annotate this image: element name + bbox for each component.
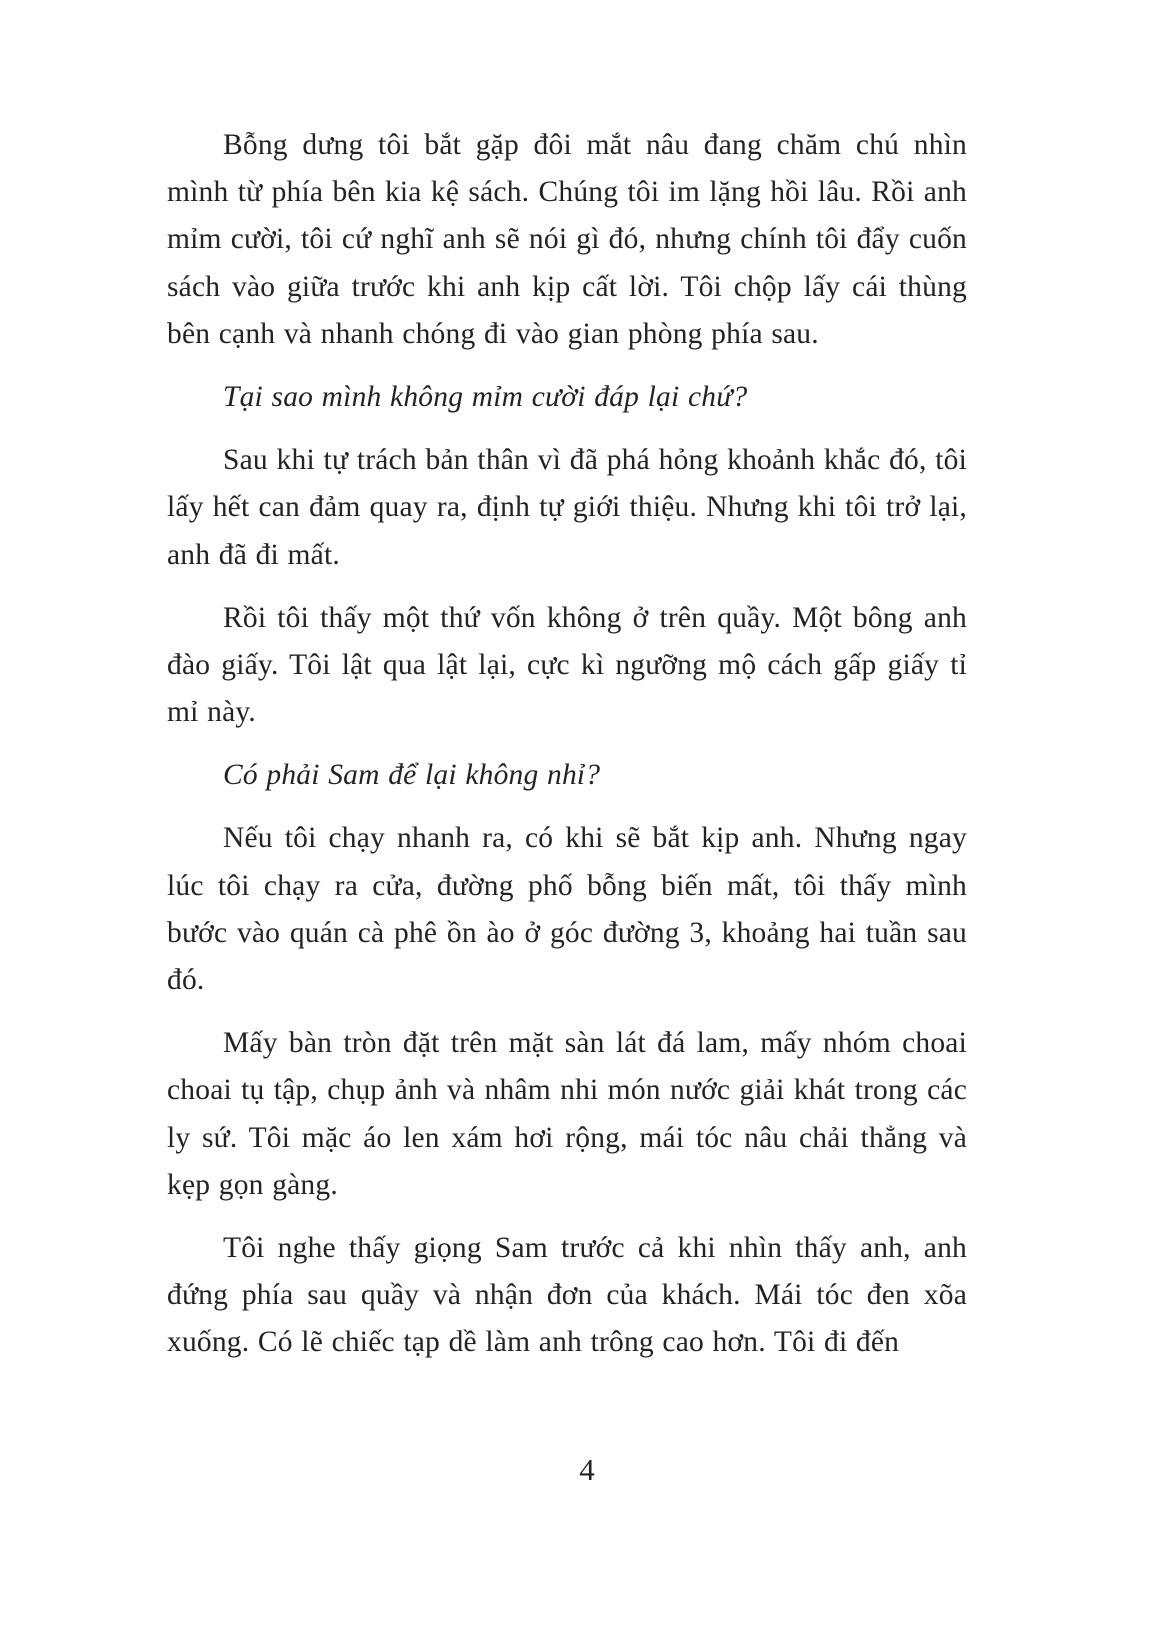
paragraphs-container bbox=[167, 122, 967, 1367]
body-paragraph: Nếu tôi chạy nhanh ra, có khi sẽ bắt kịp anh. Nhưng ngay lúc tôi chạy ra cửa, đường phố bỗng biến mất, tôi thấy mình bước vào quán cà phê ồn ào ở góc đường 3, khoảng hai tuần sau đó. bbox=[167, 822, 967, 996]
body-paragraph: Tôi nghe thấy giọng Sam trước cả khi nhìn thấy anh, anh đứng phía sau quầy và nhận đơn của khách. Mái tóc đen xõa xuống. Có lẽ chiếc tạp dề làm anh trông cao hơn. Tôi đi đến bbox=[167, 1231, 967, 1359]
thought-paragraph: Tại sao mình không mỉm cười đáp lại chứ? bbox=[223, 380, 748, 413]
body-paragraph: Sau khi tự trách bản thân vì đã phá hỏng khoảnh khắc đó, tôi lấy hết can đảm quay ra, định tự giới thiệu. Nhưng khi tôi trở lại, anh đã đi mất. bbox=[167, 444, 967, 571]
body-paragraph: Mấy bàn tròn đặt trên mặt sàn lát đá lam, mấy nhóm choai choai tụ tập, chụp ảnh và nhâm nhi món nước giải khát trong các ly sứ. Tôi mặc áo len xám hơi rộng, mái tóc nâu chải thẳng và kẹp gọn gàng. bbox=[167, 1027, 967, 1201]
thought-paragraph: Có phải Sam để lại không nhỉ? bbox=[223, 759, 601, 792]
body-paragraph: Bỗng dưng tôi bắt gặp đôi mắt nâu đang chăm chú nhìn mình từ phía bên kia kệ sách. Chúng tôi im lặng hồi lâu. Rồi anh mỉm cười, tôi cứ nghĩ anh sẽ nói gì đó, nhưng chính tôi đẩy cuốn sách vào giữa trước khi anh kịp cất lời. Tôi chộp lấy cái thùng bên cạnh và nhanh chóng đi vào gian phòng phía sau. bbox=[167, 129, 967, 350]
page-number: 4 bbox=[579, 1452, 595, 1487]
body-paragraph: Rồi tôi thấy một thứ vốn không ở trên quầy. Một bông anh đào giấy. Tôi lật qua lật lại, cực kì ngưỡng mộ cách gấp giấy tỉ mỉ này. bbox=[167, 601, 967, 729]
